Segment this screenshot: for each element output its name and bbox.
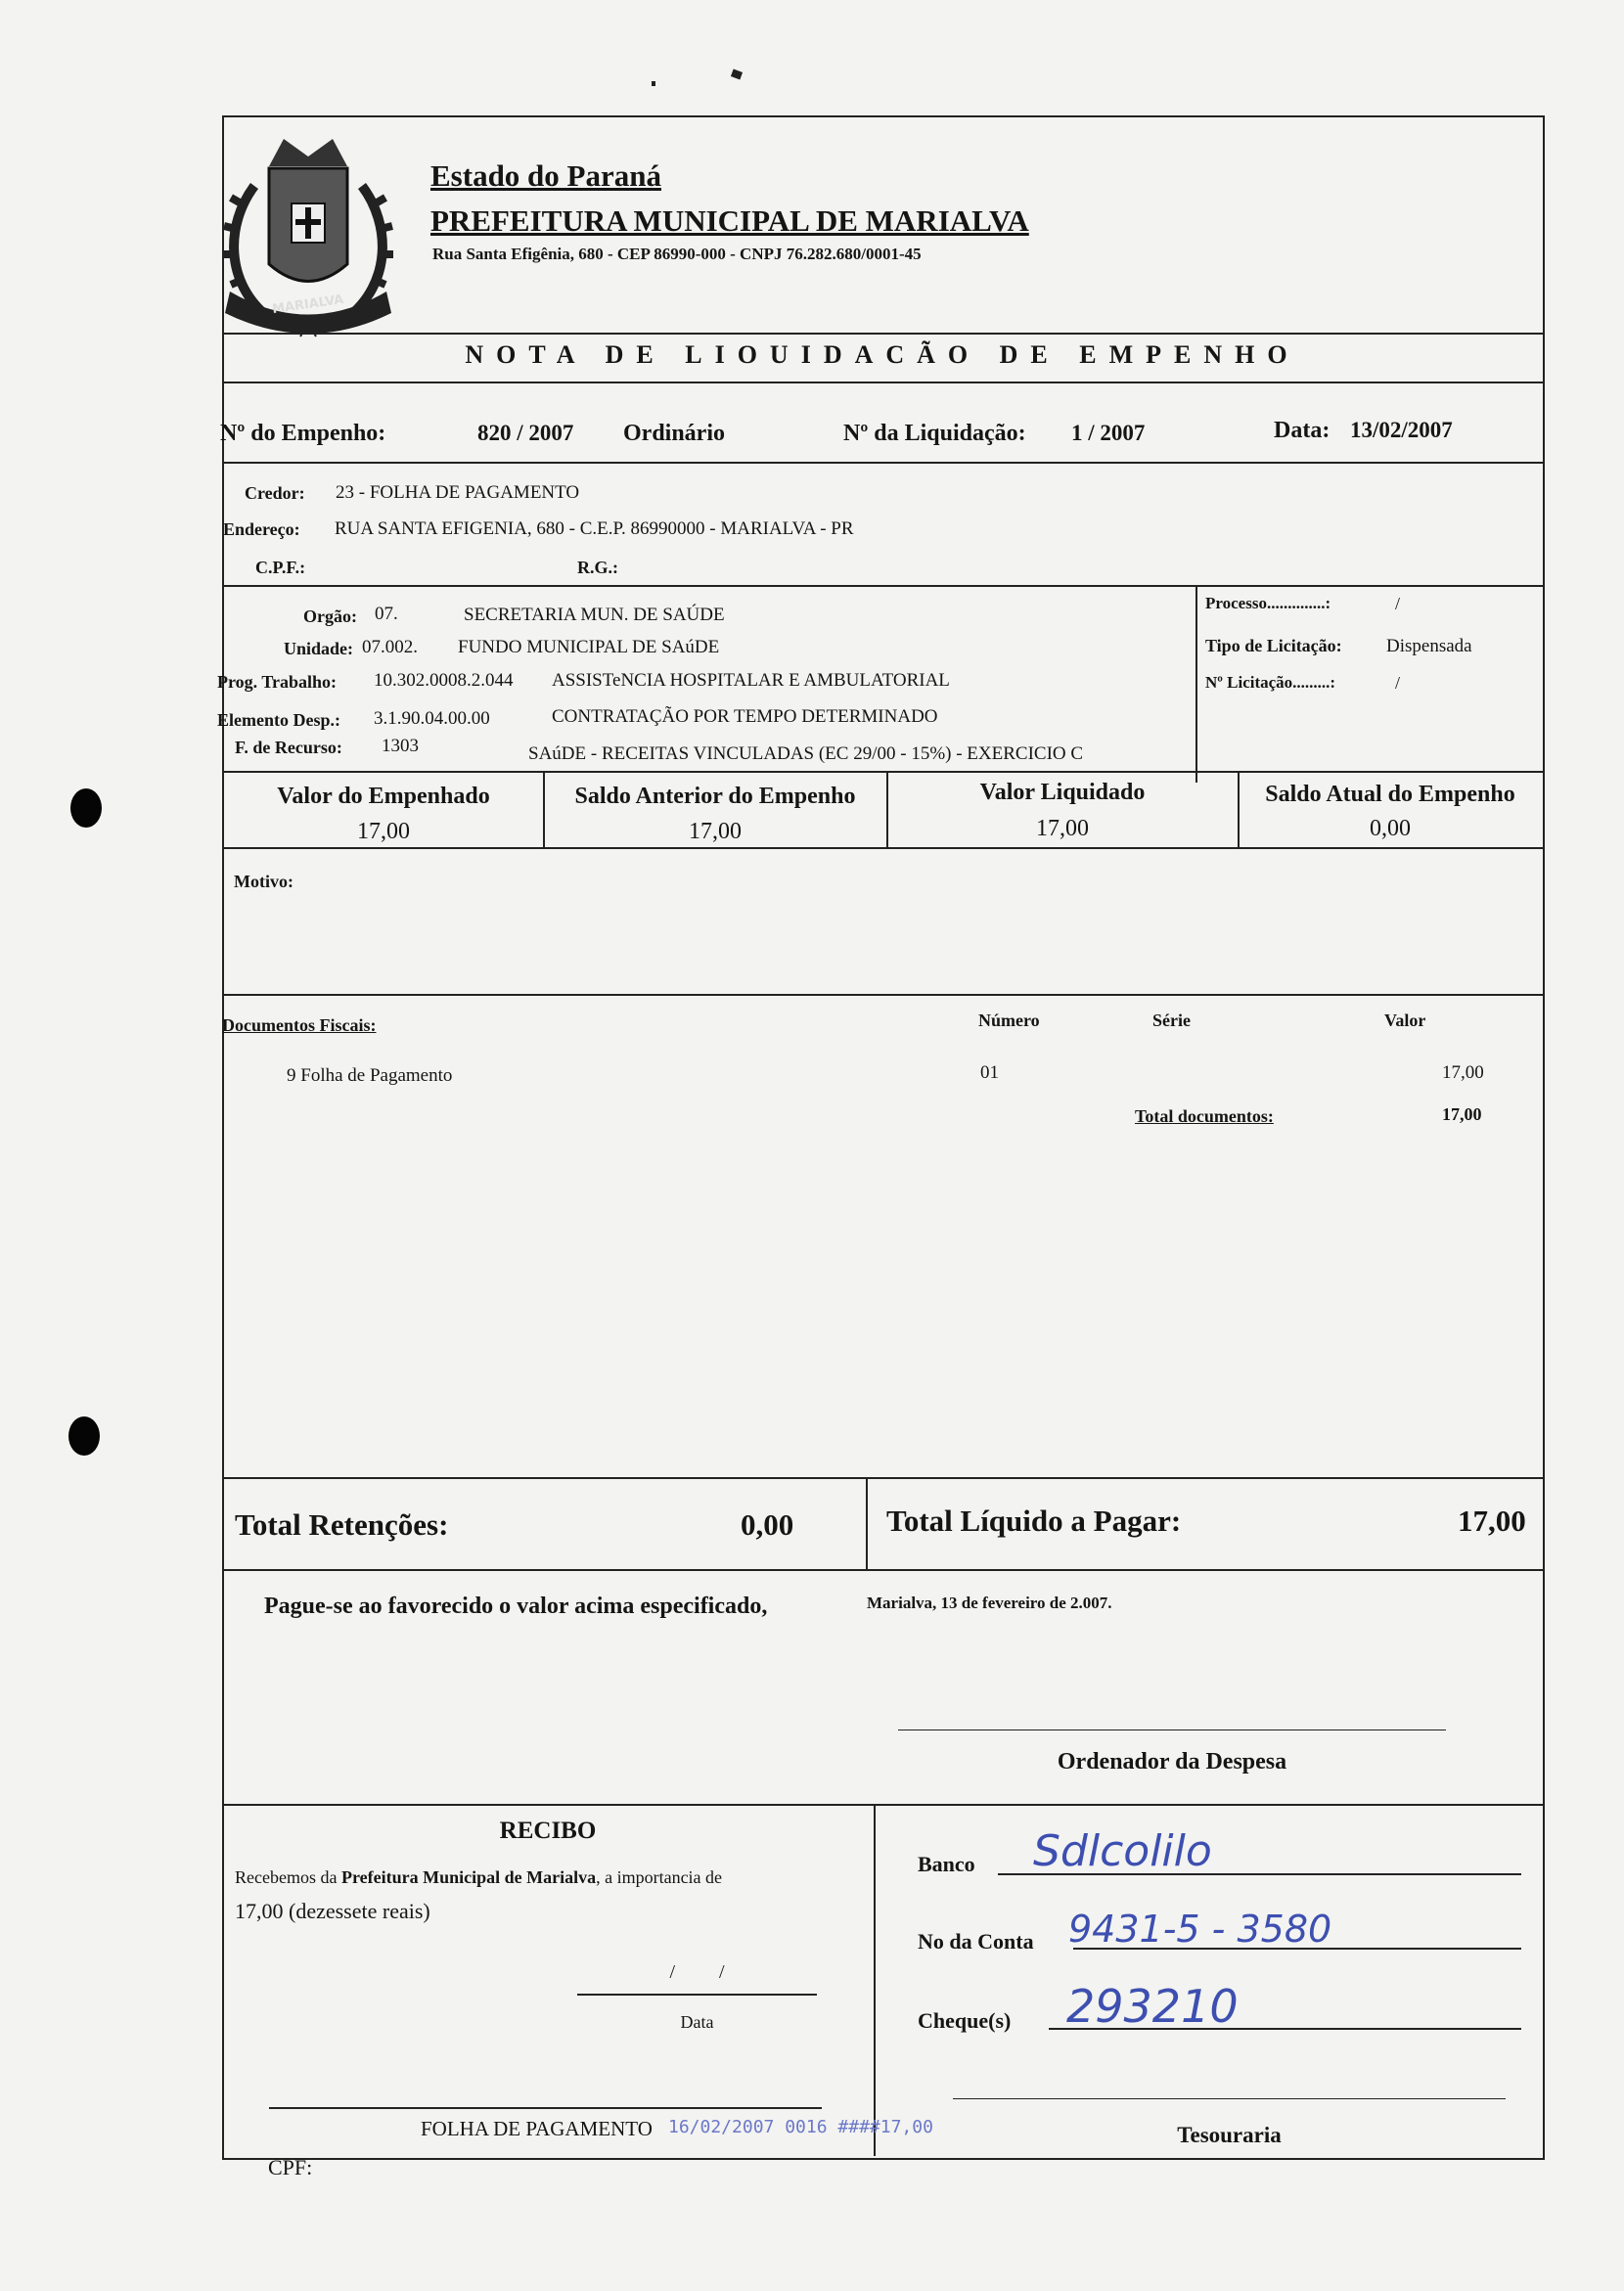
- cheque-handwritten: 293210: [1066, 1980, 1239, 2033]
- pague-text: Pague-se ao favorecido o valor acima especificado,: [264, 1594, 768, 1619]
- divider: [222, 994, 1543, 996]
- valor-empenhado-label: Valor do Empenhado: [277, 784, 490, 809]
- prog-code: 10.302.0008.2.044: [374, 670, 514, 691]
- liquidacao-number: 1 / 2007: [1071, 421, 1146, 445]
- valor-liquidado-label: Valor Liquidado: [979, 780, 1146, 805]
- retencoes-label: Total Retenções:: [235, 1507, 449, 1542]
- divider: [222, 1804, 1543, 1806]
- cheque-line: [1049, 2028, 1521, 2030]
- recibo-payee: FOLHA DE PAGAMENTO: [421, 2117, 653, 2140]
- cpf-label-recibo: CPF:: [268, 2155, 313, 2179]
- unidade-code: 07.002.: [362, 637, 418, 657]
- recibo-title: [222, 1818, 874, 1845]
- endereco-value: RUA SANTA EFIGENIA, 680 - C.E.P. 86990000 - MARIALVA - PR: [335, 518, 854, 539]
- scan-mark: [652, 81, 655, 86]
- motivo-label: Motivo:: [234, 872, 293, 891]
- divider: [1238, 847, 1543, 849]
- total-documentos-label: Total documentos:: [1135, 1106, 1274, 1126]
- recibo-text-2: , a importancia de: [596, 1867, 723, 1887]
- credor-value: 23 - FOLHA DE PAGAMENTO: [336, 482, 580, 503]
- conta-line: [1073, 1948, 1521, 1950]
- recibo-date-label: Data: [680, 2012, 714, 2032]
- recurso-label: F. de Recurso:: [235, 738, 342, 757]
- conta-label: No da Conta: [918, 1929, 1034, 1954]
- prog-label: Prog. Trabalho:: [217, 672, 338, 692]
- col-valor: Valor: [1384, 1011, 1426, 1030]
- orgao-code: 07.: [375, 604, 398, 624]
- divider: [222, 771, 1543, 773]
- saldo-atual-value: 0,00: [1370, 816, 1411, 841]
- licitacao-value: /: [1395, 673, 1401, 693]
- payment-stamp: 16/02/2007 0016 ####17,00: [668, 2117, 933, 2137]
- licitacao-label: Nº Licitação.........:: [1205, 673, 1336, 692]
- punch-hole: [70, 788, 102, 828]
- punch-hole: [68, 1416, 100, 1456]
- elemento-name: CONTRATAÇÃO POR TEMPO DETERMINADO: [552, 706, 938, 727]
- total-documentos-value: 17,00: [1442, 1104, 1482, 1124]
- tipo-licitacao-value: Dispensada: [1386, 636, 1472, 656]
- processo-value: /: [1395, 594, 1401, 613]
- banco-handwritten: Sdlcolilo: [1033, 1826, 1212, 1876]
- divider: [222, 333, 1543, 335]
- divider: [222, 382, 1543, 383]
- divider: [222, 1477, 1543, 1479]
- processo-label: Processo..............:: [1205, 594, 1331, 612]
- cheque-label: Cheque(s): [918, 2008, 1012, 2033]
- divider: [1195, 585, 1197, 783]
- empenho-type: Ordinário: [623, 421, 726, 446]
- orgao-name: SECRETARIA MUN. DE SAÚDE: [464, 605, 725, 625]
- recibo-text-bold: Prefeitura Municipal de Marialva: [340, 1867, 597, 1887]
- divider: [874, 1804, 876, 2156]
- divider: [543, 847, 1240, 849]
- prog-name: ASSISTeNCIA HOSPITALAR E AMBULATORIAL: [552, 670, 950, 691]
- col-serie: Série: [1152, 1011, 1191, 1030]
- recibo-amount: 17,00 (dezessete reais): [235, 1899, 430, 1923]
- col-numero: Número: [978, 1011, 1040, 1030]
- crest-logo: [215, 127, 401, 337]
- doc-description: 9 Folha de Pagamento: [287, 1065, 453, 1086]
- date-value: 13/02/2007: [1350, 418, 1453, 442]
- divider: [222, 1569, 1543, 1571]
- divider: [222, 847, 545, 849]
- recibo-text: [235, 1867, 722, 1888]
- valor-empenhado-value: 17,00: [357, 819, 410, 844]
- date-line: [577, 1994, 817, 1996]
- banco-label: Banco: [918, 1852, 975, 1876]
- doc-valor: 17,00: [1442, 1062, 1484, 1083]
- signature-line: [269, 2107, 822, 2109]
- endereco-label: Endereço:: [223, 519, 300, 539]
- liquido-label: Total Líquido a Pagar:: [886, 1504, 1182, 1538]
- unidade-name: FUNDO MUNICIPAL DE SAúDE: [458, 637, 720, 657]
- document-title: NOTA DE LIOUIDACÃO DE EMPENHO: [465, 340, 1300, 369]
- divider: [222, 462, 1543, 464]
- liquido-value: 17,00: [1458, 1504, 1526, 1538]
- recurso-code: 1303: [382, 736, 419, 756]
- banco-line: [998, 1873, 1521, 1875]
- doc-numero: 01: [980, 1062, 999, 1083]
- unidade-label: Unidade:: [284, 639, 354, 658]
- tipo-licitacao-label: Tipo de Licitação:: [1205, 636, 1342, 655]
- saldo-anterior-label: Saldo Anterior do Empenho: [574, 784, 856, 809]
- signature-line: [898, 1729, 1446, 1730]
- elemento-code: 3.1.90.04.00.00: [374, 708, 490, 729]
- valor-liquidado-value: 17,00: [1036, 816, 1089, 841]
- saldo-atual-label: Saldo Atual do Empenho: [1265, 782, 1515, 807]
- prefecture-name: PREFEITURA MUNICIPAL DE MARIALVA: [430, 203, 1029, 238]
- rg-label: R.G.:: [577, 558, 618, 577]
- elemento-label: Elemento Desp.:: [217, 710, 340, 730]
- state-name: Estado do Paraná: [430, 158, 661, 193]
- documentos-title: Documentos Fiscais:: [222, 1015, 377, 1035]
- conta-handwritten: 9431-5 - 3580: [1068, 1908, 1332, 1951]
- scan-mark: [731, 69, 743, 80]
- crest-ribbon-text: MARIALVA: [271, 292, 345, 318]
- prefecture-address: Rua Santa Efigênia, 680 - CEP 86990-000 - CNPJ 76.282.680/0001-45: [432, 245, 922, 263]
- cpf-label: C.P.F.:: [255, 558, 306, 577]
- credor-label: Credor:: [245, 483, 305, 503]
- ordenador-label: Ordenador da Despesa: [1057, 1749, 1287, 1774]
- signature-line: [953, 2098, 1506, 2099]
- recurso-name: SAúDE - RECEITAS VINCULADAS (EC 29/00 - 15%) - EXERCICIO C: [528, 743, 1084, 764]
- pague-place-date: Marialva, 13 de fevereiro de 2.007.: [867, 1594, 1112, 1612]
- empenho-number: 820 / 2007: [477, 421, 574, 445]
- recibo-date-slashes: / /: [669, 1961, 725, 1983]
- divider: [866, 1477, 868, 1569]
- divider: [222, 585, 1543, 587]
- saldo-anterior-value: 17,00: [689, 819, 742, 844]
- orgao-label: Orgão:: [303, 606, 357, 626]
- empenho-label: Nº do Empenho:: [220, 421, 386, 446]
- tesouraria-label: Tesouraria: [1177, 2123, 1282, 2147]
- date-label: Data:: [1274, 418, 1331, 443]
- retencoes-value: 0,00: [741, 1507, 794, 1542]
- liquidacao-label: Nº da Liquidação:: [843, 421, 1026, 446]
- recibo-title-text: RECIBO: [499, 1818, 597, 1844]
- recibo-text-1: Recebemos da: [235, 1867, 338, 1887]
